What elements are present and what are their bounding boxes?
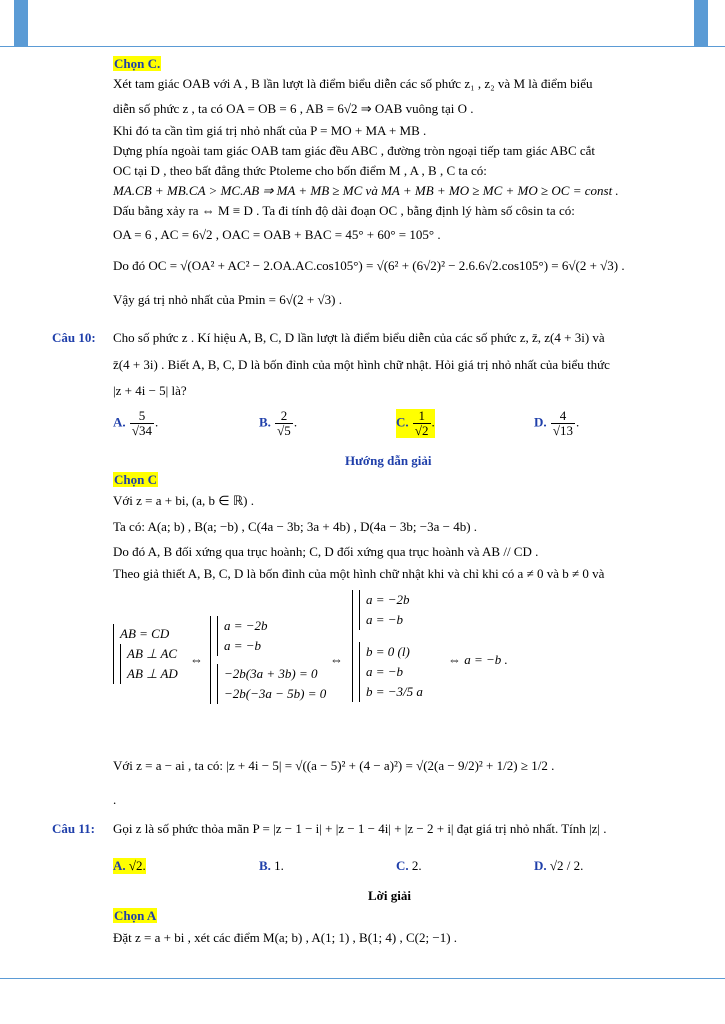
header-right-bar <box>694 0 708 46</box>
solution-line: Khi đó ta cần tìm giá trị nhỏ nhất của P = MO + MA + MB . <box>113 123 427 138</box>
question-number: Câu 11: <box>52 821 95 836</box>
option-a: A. $\frac{5}{√34}$ . <box>113 408 159 438</box>
question-text: Cho số phức z . Kí hiệu A, B, C, D lần lượt là điểm biểu diễn của các số phức z, z̄, z(4 + 3i) và <box>113 330 605 345</box>
system-result: ⇔ a = −b . <box>448 652 508 667</box>
section-heading: Lời giải <box>368 888 411 903</box>
question-number: Câu 10: <box>52 330 96 345</box>
option-c-highlighted: C. $\frac{1}{√2}$ . <box>396 408 435 438</box>
answer-choice-c: Chọn C. <box>114 56 161 71</box>
option-b: B. $\frac{2}{√5}$ . <box>259 408 298 438</box>
solution-line: OC tại D , theo bất đẳng thức Ptoleme cho bốn điểm M , A , B , C ta có: <box>113 163 487 178</box>
header-rule <box>0 46 725 47</box>
solution-line: Ta có: A(a; b) , B(a; −b) , C(4a − 3b; 3a + 4b) , D(4a − 3b; −3a − 4b) . <box>113 519 478 534</box>
solution-line: Đặt z = a + bi , xét các điểm M(a; b) , A(1; 1) , B(1; 4) , C(2; −1) . <box>113 930 458 945</box>
footer-rule <box>0 978 725 979</box>
solution-line: Xét tam giác OAB với A , B lần lượt là điểm biểu diễn các số phức z₁ , z₂ và M là điểm biểu <box>113 76 593 91</box>
solution-line: Vậy gá trị nhỏ nhất của Pmin = 6√(2 + √3) . <box>113 292 342 307</box>
answer-choice-c: Chọn C <box>114 472 157 487</box>
solution-line: Dấu bằng xảy ra ⇔ M ≡ D . Ta đi tính độ dài đoạn OC , bằng định lý hàm số côsin ta có: <box>113 203 575 218</box>
equation-system-3: a = −2b a = −b b = 0 (l) a = −b b = −3/5 a <box>352 590 423 702</box>
solution-line: OA = 6 , AC = 6√2 , OAC = OAB + BAC = 45° + 60° = 105° . <box>113 227 441 242</box>
equivalence-symbol: ⇔ <box>330 652 343 667</box>
option-c: C. 2. <box>396 858 422 873</box>
question-text: z̄(4 + 3i) . Biết A, B, C, D là bốn đỉnh của một hình chữ nhật. Hỏi giá trị nhỏ nhất của biểu thức <box>113 357 610 372</box>
option-a-highlighted: A. √2. <box>113 858 146 873</box>
header-left-bar <box>14 0 28 46</box>
solution-line: Do đó A, B đối xứng qua trục hoành; C, D đối xứng qua trục hoành và AB // CD . <box>113 544 539 559</box>
solution-line: Do đó OC = √(OA² + AC² − 2.OA.AC.cos105°) = √(6² + (6√2)² − 2.6.6√2.cos105°) = 6√(2 + √3) . <box>113 258 625 273</box>
equation-system-1: AB = CD AB ⊥ AC AB ⊥ AD <box>113 624 178 684</box>
dot: . <box>113 792 117 807</box>
equivalence-symbol: ⇔ <box>190 652 203 667</box>
solution-line: Với z = a − ai , ta có: |z + 4i − 5| = √((a − 5)² + (4 − a)²) = √(2(a − 9/2)² + 1/2) ≥ 1/2 . <box>113 758 555 773</box>
answer-choice-a: Chọn A <box>114 908 157 923</box>
equation-system-2: a = −2b a = −b −2b(3a + 3b) = 0 −2b(−3a − 5b) = 0 <box>210 616 326 704</box>
solution-line: MA.CB + MB.CA > MC.AB ⇒ MA + MB ≥ MC và MA + MB + MO ≥ MC + MO ≥ OC = const . <box>113 183 619 198</box>
option-d: D. √2 / 2. <box>534 858 584 873</box>
option-d: D. $\frac{4}{√13}$ . <box>534 408 580 438</box>
solution-line: Dựng phía ngoài tam giác OAB tam giác đều ABC , đường tròn ngoại tiếp tam giác ABC cắt <box>113 143 596 158</box>
question-text: Gọi z là số phức thỏa mãn P = |z − 1 − i| + |z − 1 − 4i| + |z − 2 + i| đạt giá trị nhỏ nhất. Tính |z| . <box>113 821 607 836</box>
option-b: B. 1. <box>259 858 284 873</box>
question-text: |z + 4i − 5| là? <box>113 383 187 398</box>
solution-line: diễn số phức z , ta có OA = OB = 6 , AB = 6√2 ⇒ OAB vuông tại O . <box>113 101 474 116</box>
section-heading: Hướng dẫn giải <box>345 453 432 468</box>
solution-line: Theo giả thiết A, B, C, D là bốn đỉnh của một hình chữ nhật khi và chỉ khi có a ≠ 0 và b ≠ 0 và <box>113 566 605 581</box>
solution-line: Với z = a + bi, (a, b ∈ ℝ) . <box>113 493 254 508</box>
